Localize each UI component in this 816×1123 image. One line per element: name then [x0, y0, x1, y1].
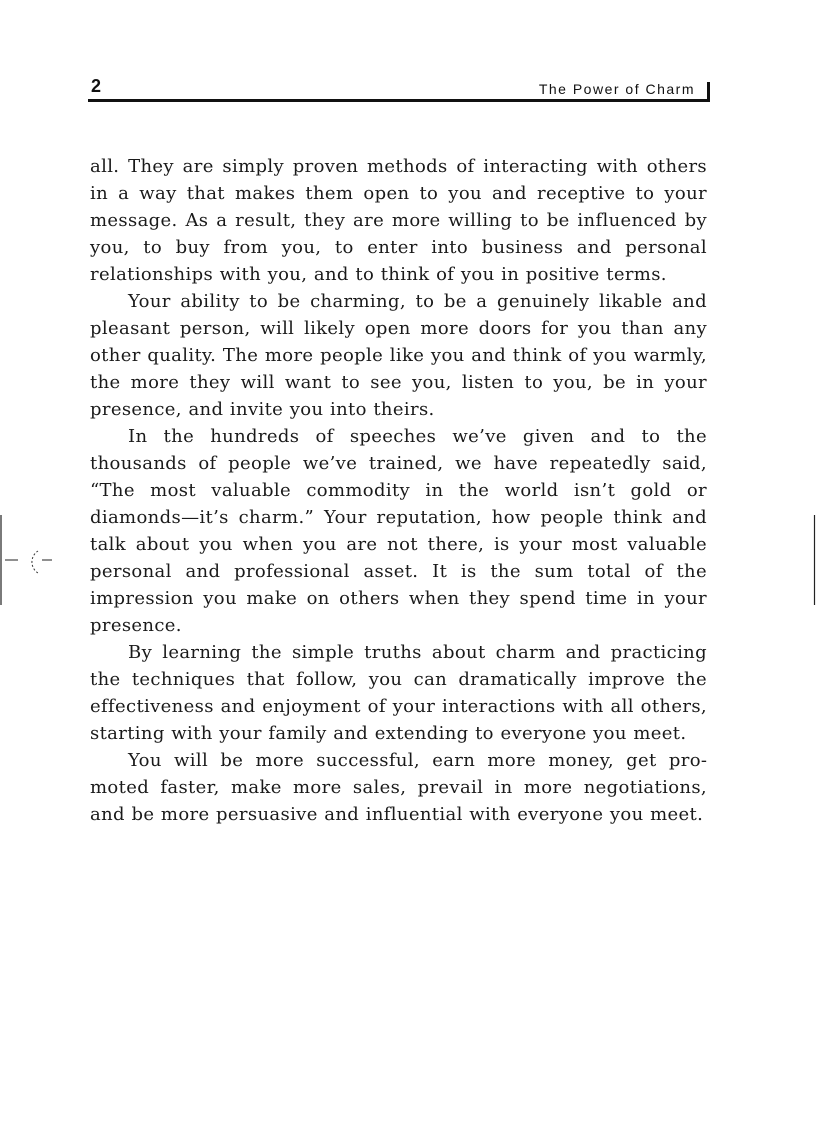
header-rule-tick	[707, 82, 710, 102]
running-head	[88, 74, 710, 102]
paragraph-continued: all. They are simply proven methods of interacting with others in a way that makes them open to you and receptive to your message. As a result, they are more willing to be influenced by you, to buy from you, to enter into business and personal relationships with you, and to think of you in positive terms.	[90, 156, 707, 285]
running-title: The Power of Charm	[538, 81, 695, 97]
page-number: 2	[91, 76, 102, 96]
paragraph: You will be more successful, earn more money, get promoted faster, make more sales, prevail in more negotiations, and be more persuasive and influential with everyone you meet.	[90, 750, 707, 825]
paragraph: In the hundreds of speeches we’ve given and to the thousands of people we’ve trained, we have repeatedly said, “The most valuable commodity in the world isn’t gold or diamonds—it’s charm.” Your reputation, how people think and talk about you when you are not there, is your most valuable personal and professional asset. It is the sum total of the impression you make on others when they spend time in your presence.	[90, 426, 707, 636]
registration-mark-icon	[0, 515, 62, 605]
body-text	[90, 153, 707, 828]
paragraph: By learning the simple truths about charm and practicing the techniques that follow, you can dramatically improve the effectiveness and enjoyment of your interactions with all others, starting with your family and extending to everyone you meet.	[90, 642, 707, 744]
paragraph: Your ability to be charming, to be a genuinely likable and pleasant person, will likely open more doors for you than any other quality. The more people like you and think of you warmly, the more they will want to see you, listen to you, be in your presence, and invite you into theirs.	[90, 291, 707, 420]
